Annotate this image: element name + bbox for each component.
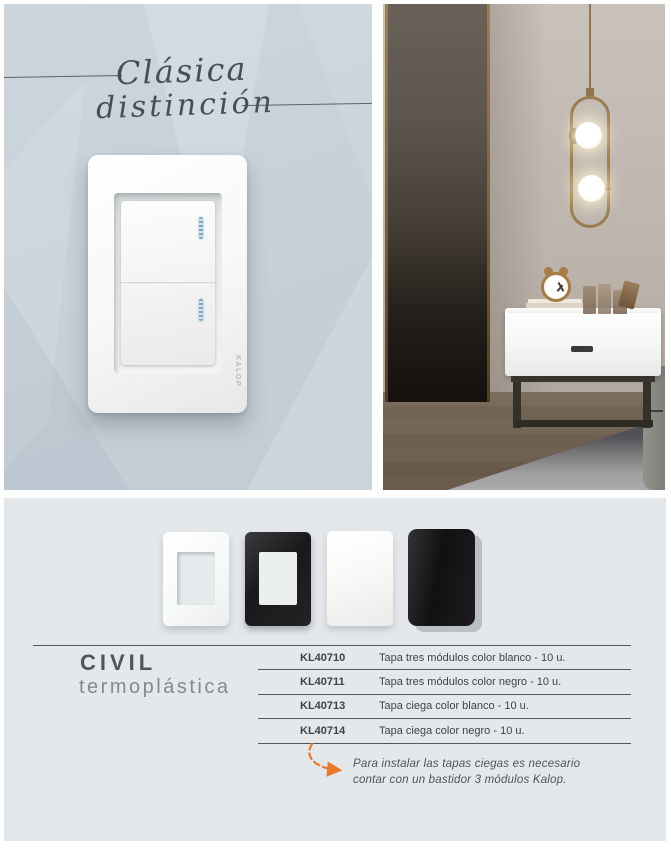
hero-panel	[4, 4, 372, 490]
brass-trim-right	[487, 4, 490, 402]
alarm-clock	[539, 270, 573, 304]
plate-opening	[259, 552, 297, 605]
switch-plate-image	[88, 155, 247, 413]
product-image-tapa-ciega-negro	[408, 529, 475, 626]
product-code: KL40714	[300, 724, 346, 737]
pendant-ring	[570, 96, 610, 228]
tagline-word-1: Clásica	[115, 49, 249, 93]
installation-note	[353, 756, 580, 788]
product-description: Tapa ciega color negro - 10 u.	[379, 724, 525, 737]
note-line-1: Para instalar las tapas ciegas es necesario	[353, 758, 581, 770]
table-row	[258, 670, 631, 694]
nightstand	[505, 308, 661, 438]
product-section	[4, 498, 666, 841]
nightstand-rail	[511, 376, 655, 382]
plate-brand-text: KALOP	[234, 355, 241, 387]
product-image-tapa-3-modulos-negro	[245, 532, 311, 626]
plate-opening	[177, 552, 215, 605]
table-row	[258, 719, 631, 743]
switch-plate-recess	[114, 193, 222, 373]
note-line-2: contar con un bastidor 3 módulos Kalop.	[353, 774, 567, 786]
brass-trim-left	[385, 4, 388, 402]
curved-arrow-icon	[300, 742, 356, 780]
switch-rockers	[121, 201, 215, 365]
pendant-globe-top	[575, 122, 602, 149]
nightstand-drawer	[505, 308, 661, 376]
drawer-handle	[571, 346, 593, 352]
product-image-tapa-ciega-blanco	[327, 531, 393, 626]
rocker-divider	[121, 282, 215, 284]
ambience-photo	[383, 4, 665, 490]
product-image-tapa-3-modulos-blanco	[163, 532, 229, 626]
product-code: KL40710	[300, 651, 346, 664]
dark-wall-panel	[387, 4, 488, 402]
product-description: Tapa ciega color blanco - 10 u.	[379, 700, 529, 713]
spec-table	[258, 646, 631, 744]
section-subtitle: termoplástica	[79, 676, 231, 698]
glass-cup	[598, 284, 611, 314]
clock-face	[541, 272, 571, 302]
tagline-word-2: distinción	[95, 84, 276, 127]
table-row	[258, 646, 631, 670]
glass-cup	[583, 286, 596, 314]
product-description: Tapa tres módulos color negro - 10 u.	[379, 676, 562, 689]
pendant-cord	[589, 4, 591, 96]
product-code: KL40711	[300, 676, 345, 689]
table-row	[258, 695, 631, 719]
product-code: KL40713	[300, 700, 346, 713]
nightstand-stretcher	[515, 420, 653, 427]
tagline-flourish-line-left	[4, 75, 122, 78]
pendant-globe-bottom	[578, 175, 605, 202]
led-indicator-top	[199, 217, 203, 239]
section-title: CIVIL	[80, 650, 157, 675]
led-indicator-bottom	[199, 299, 203, 321]
product-description: Tapa tres módulos color blanco - 10 u.	[379, 651, 566, 664]
